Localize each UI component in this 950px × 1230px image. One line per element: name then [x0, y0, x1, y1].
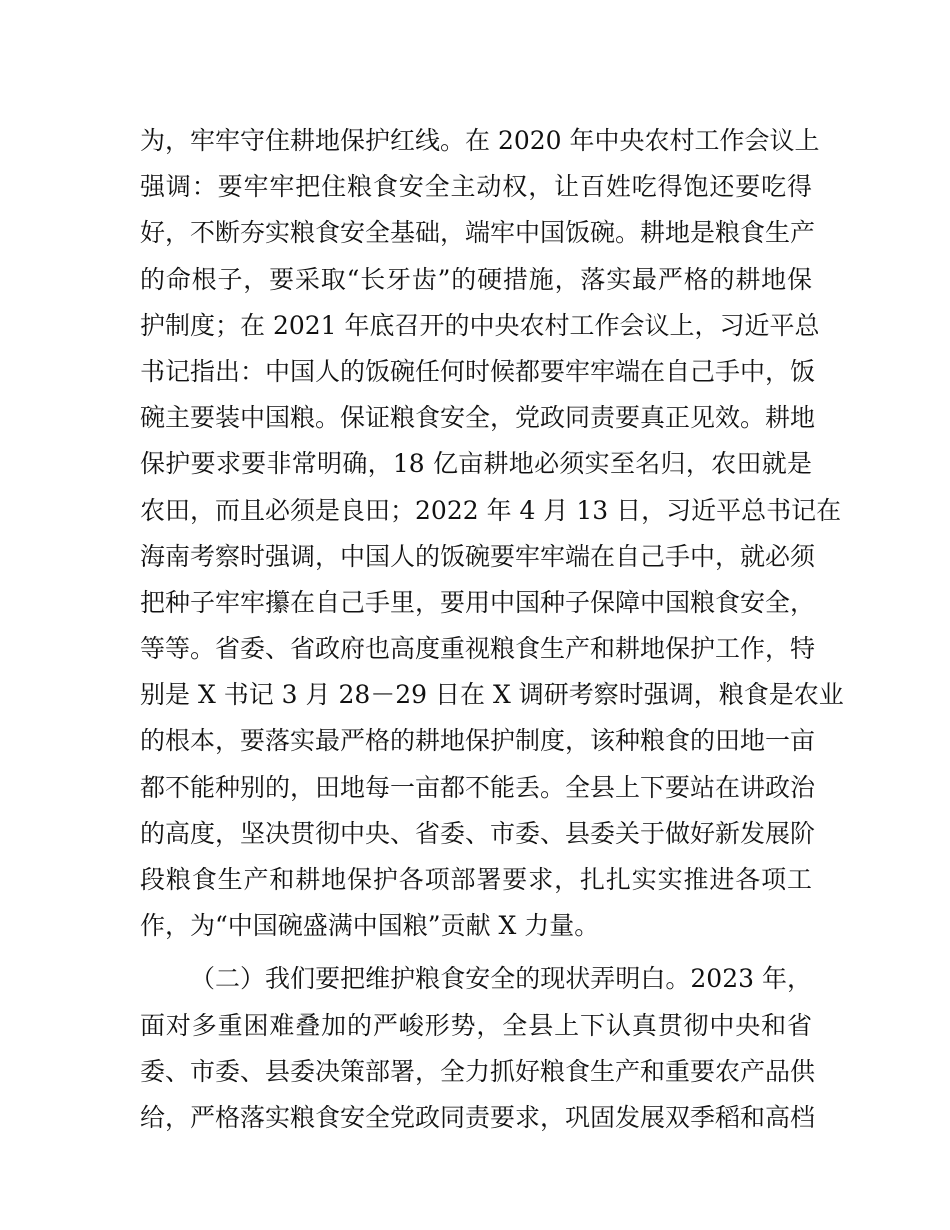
paragraph-1-line-5: 护制度；在 2021 年底召开的中央农村工作会议上，习近平总: [140, 310, 820, 340]
paragraph-1-line-15: 都不能种别的，田地每一亩都不能丢。全县上下要站在讲政治: [140, 772, 816, 802]
paragraph-1-line-1: 为，牢牢守住耕地保护红线。在 2020 年中央农村工作会议上: [140, 126, 820, 155]
paragraph-1-line-3: 好，不断夯实粮食安全基础，端牢中国饭碗。耕地是粮食生产: [140, 218, 816, 248]
paragraph-1-line-12: 等等。省委、省政府也高度重视粮食生产和耕地保护工作，特: [140, 634, 816, 664]
paragraph-1-line-9: 农田，而且必须是良田；2022 年 4 月 13 日，习近平总书记在: [140, 495, 842, 525]
paragraph-1-line-7: 碗主要装中国粮。保证粮食安全，党政同责要真正见效。耕地: [140, 403, 816, 433]
paragraph-1-line-18: 作，为“中国碗盛满中国粮”贡献 X 力量。: [140, 911, 600, 941]
paragraph-1-line-6: 书记指出：中国人的饭碗任何时候都要牢牢端在自己手中，饭: [140, 356, 816, 386]
paragraph-1-line-8: 保护要求要非常明确，18 亿亩耕地必须实至名归，农田就是: [140, 449, 812, 479]
paragraph-1-line-16: 的高度，坚决贯彻中央、省委、市委、县委关于做好新发展阶: [140, 818, 816, 848]
paragraph-spacing: [140, 949, 812, 956]
paragraph-1-line-17: 段粮食生产和耕地保护各项部署要求，扎扎实实推进各项工: [140, 865, 812, 894]
paragraph-1-line-2: 强调：要牢牢把住粮食安全主动权，让百姓吃得饱还要吃得: [140, 172, 812, 202]
paragraph-1-line-4: 的命根子，要采取“长牙齿”的硬措施，落实最严格的耕地保: [140, 264, 812, 294]
document-body: [140, 118, 844, 1141]
paragraph-2: [140, 956, 816, 1141]
paragraph-2-line-4: 给，严格落实粮食安全党政同责要求，巩固发展双季稻和高档: [140, 1102, 816, 1132]
paragraph-1-line-14: 的根本，要落实最严格的耕地保护制度，该种粮食的田地一亩: [140, 726, 816, 756]
paragraph-1-line-13: 别是 X 书记 3 月 28－29 日在 X 调研考察时强调，粮食是农业: [140, 680, 844, 710]
paragraph-1: [140, 118, 844, 949]
paragraph-1-line-11: 把种子牢牢攥在自己手里，要用中国种子保障中国粮食安全，: [140, 587, 816, 617]
paragraph-1-line-10: 海南考察时强调，中国人的饭碗要牢牢端在自己手中，就必须: [140, 541, 816, 571]
paragraph-2-line-3: 委、市委、县委决策部署，全力抓好粮食生产和重要农产品供: [140, 1056, 816, 1086]
paragraph-2-line-2: 面对多重困难叠加的严峻形势，全县上下认真贯彻中央和省: [140, 1010, 812, 1040]
paragraph-2-line-1: （二）我们要把维护粮食安全的现状弄明白。2023 年，: [190, 964, 812, 994]
